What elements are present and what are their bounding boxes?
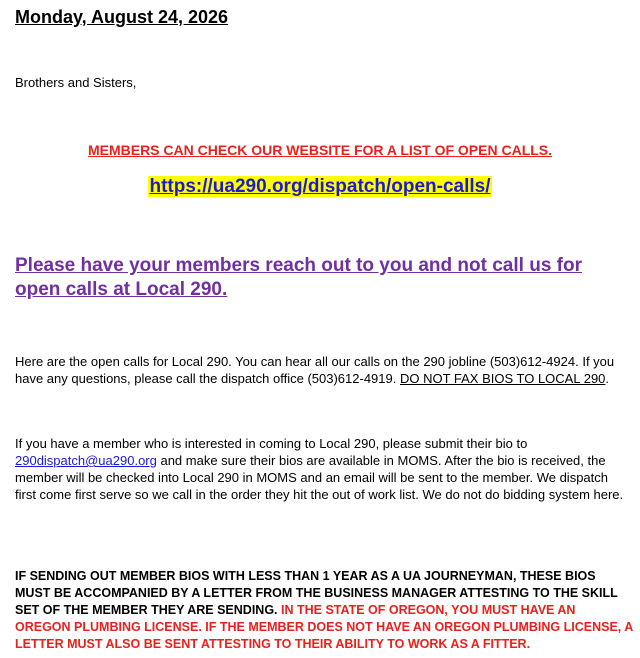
open-calls-link-container [0, 176, 640, 198]
warning-red-text: IN THE STATE OF OREGON, YOU MUST HAVE AN OREGON PLUMBING LICENSE. IF THE MEMBER DOES NOT HAVE AN OREGON PLUMBING LICENSE, A LETTER MUST ALSO BE SENT ATTESTING TO THEIR ABILITY TO WORK AS A FITTER. [15, 603, 633, 651]
sentence-end: . [605, 371, 610, 386]
website-notice: MEMBERS CAN CHECK OUR WEBSITE FOR A LIST OF OPEN CALLS. [87, 142, 553, 158]
open-calls-paragraph [15, 353, 627, 387]
greeting: Brothers and Sisters, [15, 75, 137, 90]
open-calls-text: Here are the open calls for Local 290. You can hear all our calls on the 290 jobline (503)612-4924. If you have any questions, please call the dispatch office (503)612-4919. [15, 354, 615, 386]
no-fax-notice: DO NOT FAX BIOS TO LOCAL 290 [399, 371, 606, 386]
contact-members-notice: Please have your members reach out to you and not call us for open calls at Local 290. [15, 255, 582, 300]
dispatch-email-link[interactable]: 290dispatch@ua290.org [15, 453, 157, 468]
bio-requirements-warning [15, 568, 633, 653]
open-calls-link[interactable]: https://ua290.org/dispatch/open-calls/ [149, 176, 491, 197]
warning-black-text: IF SENDING OUT MEMBER BIOS WITH LESS THAN 1 YEAR AS A UA JOURNEYMAN, THESE BIOS MUST BE ACCOMPANIED BY A LETTER FROM THE BUSINESS MANAGER ATTESTING TO THE SKILL SET OF THE MEMBER THEY ARE SENDING. [15, 569, 618, 617]
bio-text-after: and make sure their bios are available in MOMS. After the bio is received, the member will be checked into Local 290 in MOMS and an email will be sent to the member. We dispatch first come first serve so we call in the order they hit the out of work list. We do not do bidding system here. [15, 453, 624, 502]
bio-text-before: If you have a member who is interested in coming to Local 290, please submit their bio to [15, 436, 528, 451]
document-date: Monday, August 24, 2026 [15, 7, 229, 27]
bio-submission-paragraph [15, 435, 627, 503]
